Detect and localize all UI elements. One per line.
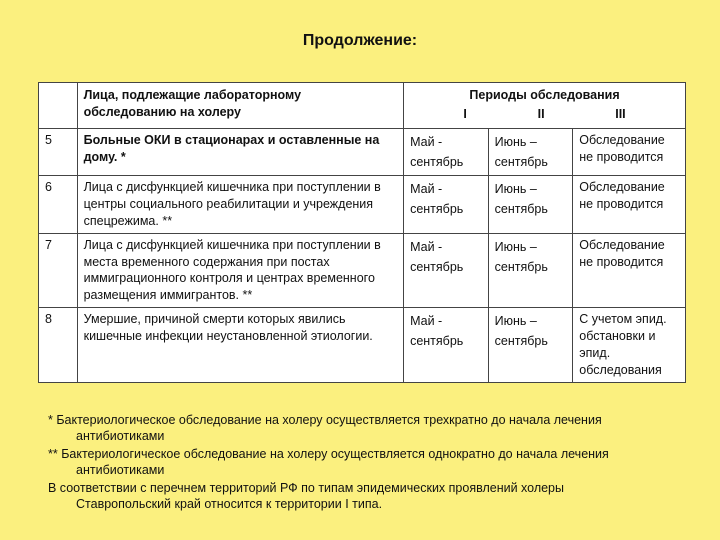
footnote-2	[48, 446, 698, 478]
table-header-row	[39, 83, 686, 129]
footnote-1-text: * Бактериологическое обследование на холеру осуществляется трехкратно до начала лечения	[48, 413, 602, 427]
row-number: 5	[39, 129, 78, 176]
header-persons: Лица, подлежащие лабораторному обследованию на холеру	[77, 83, 403, 129]
period-i: I	[463, 106, 467, 121]
footnote-3-text: В соответствии с перечнем территорий РФ по типам эпидемических проявлений холеры	[48, 481, 564, 495]
row-description: Больные ОКИ в стационарах и оставленные на дому. *	[77, 129, 403, 176]
row-period-2: Июнь – сентябрь	[488, 176, 573, 234]
header-period-numbers	[410, 106, 679, 123]
period-iii: III	[615, 106, 626, 121]
table-row	[39, 233, 686, 308]
cholera-examination-table	[38, 82, 686, 383]
row-period-1: Май - сентябрь	[404, 129, 489, 176]
header-periods-cell	[404, 83, 686, 129]
table-row	[39, 308, 686, 383]
footnote-3-continuation: Ставропольский край относится к территории I типа.	[76, 497, 383, 511]
row-period-2: Июнь – сентябрь	[488, 233, 573, 308]
row-number: 8	[39, 308, 78, 383]
row-period-3: Обследование не проводится	[573, 129, 686, 176]
footnote-1	[48, 412, 698, 444]
row-description: Лица с дисфункцией кишечника при поступлении в места временного содержания при постах иммиграционного контроля и центрах временного размещения иммигрантов. **	[77, 233, 403, 308]
footnote-3	[48, 480, 698, 512]
footnote-1-continuation: антибиотиками	[76, 429, 165, 443]
row-period-1: Май - сентябрь	[404, 308, 489, 383]
footnote-2-text: ** Бактериологическое обследование на холеру осуществляется однократно до начала лечения	[48, 447, 609, 461]
row-period-1: Май - сентябрь	[404, 233, 489, 308]
header-num-cell	[39, 83, 78, 129]
row-period-1: Май - сентябрь	[404, 176, 489, 234]
row-number: 6	[39, 176, 78, 234]
row-period-3: Обследование не проводится	[573, 233, 686, 308]
header-periods-title: Периоды обследования	[469, 88, 620, 102]
row-period-2: Июнь – сентябрь	[488, 129, 573, 176]
page-title: Продолжение:	[302, 32, 418, 49]
period-ii: II	[537, 106, 545, 121]
row-period-2: Июнь – сентябрь	[488, 308, 573, 383]
table-row	[39, 176, 686, 234]
table-row	[39, 129, 686, 176]
row-description: Умершие, причиной смерти которых явились кишечные инфекции неустановленной этиологии.	[77, 308, 403, 383]
footnotes	[48, 412, 698, 514]
row-number: 7	[39, 233, 78, 308]
row-description: Лица с дисфункцией кишечника при поступлении в центры социального реабилитации и учреждения спецрежима. **	[77, 176, 403, 234]
footnote-2-continuation: антибиотиками	[76, 463, 165, 477]
row-period-3: Обследование не проводится	[573, 176, 686, 234]
row-period-3: С учетом эпид. обстановки и эпид. обследования	[573, 308, 686, 383]
